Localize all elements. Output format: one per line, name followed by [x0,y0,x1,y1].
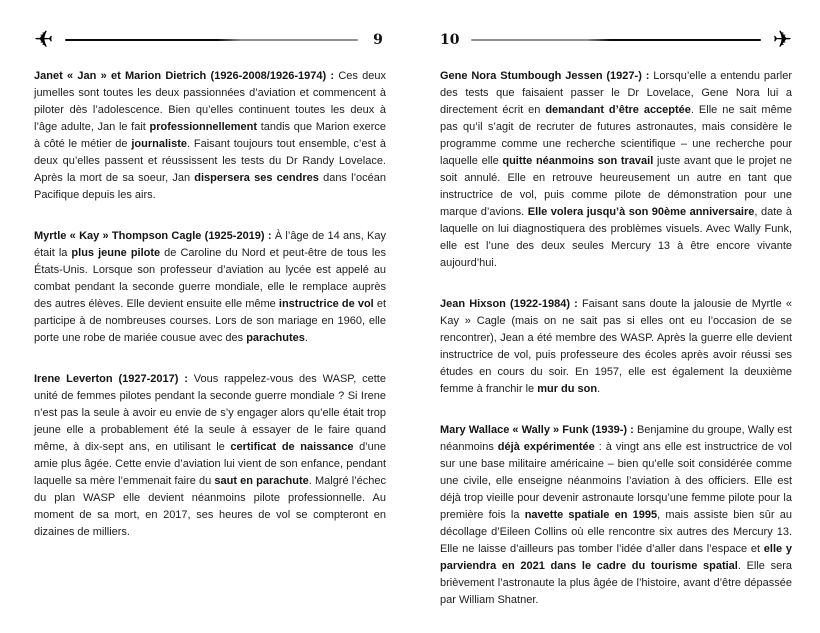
text-segment: Ces deux jumelles sont toutes les deux passionnées d’aviation et commencent à piloter dès l’adolescence. Bien qu’elles continuent toutes les deux à l’âge adulte, Jan le fait [34,70,386,133]
page-left-text [34,68,386,541]
text-segment: déjà expérimentée [497,441,595,453]
text-segment: Myrtle « Kay » Thompson Cagle (1925-2019) : [34,230,275,242]
text-segment: Lorsqu’elle a entendu parler des tests que faisaient passer le Dr Lovelace, Gene Nora lui a directement écrit en [440,70,793,116]
text-segment: navette spatiale en 1995 [524,509,658,521]
text-segment: , mais assiste bien sûr au décollage d’Eileen Collins où elle rencontre six autres des Mercury 13. Elle ne laisse d’ailleurs pas tomber l’idée d’aller dans l’espace et [440,509,792,555]
text-segment: . Elle sera brièvement l’astronaute la plus âgée de l’histoire, avant d’être dépassée par William Shatner. [440,560,792,606]
text-segment: elle y parviendra en 2021 dans le cadre du tourisme spatial [440,543,792,572]
text-segment: dans l’océan Pacifique depuis les airs. [34,172,386,201]
text-segment: quitte néanmoins son travail [502,155,654,167]
text-segment: Mary Wallace « Wally » Funk (1939-) : [440,424,637,436]
paragraph [440,422,792,609]
page-number-right: 10 [440,32,460,48]
page-number-left: 9 [373,32,383,48]
paragraph [440,296,792,398]
text-segment: juste avant que le projet ne soit annulé. Elle en retrouve heureusement un autre en tant que instructrice de vol, puis comme pilote de démonstration pour une marque d’avions. [440,155,793,218]
text-segment: d’une amie plus âgée. Cette envie d’aviation lui vient de son enfance, pendant laquelle sa mère l’emmenait faire du [34,441,386,487]
header-rule-right [471,39,760,41]
page-right-text [440,68,792,609]
page-right [440,26,792,633]
text-segment: . [304,332,308,344]
text-segment: , date à laquelle on lui diagnostiquera des problèmes visuels. Avec Wally Funk, elle est l’une des deux seules Mercury 13 à être encore vivante aujourd’hui. [440,206,792,269]
text-segment: Janet « Jan » et Marion Dietrich (1926-2008/1926-1974) : [34,70,339,82]
text-segment: . [597,383,601,395]
paragraph [440,68,792,272]
text-segment: . Elle ne sait même pas qu’il s’agit de recruter de futures astronautes, mais considère le programme comme une recherche scientifique – une recherche pour laquelle elle [440,104,792,167]
airplane-right-icon: ✈ [772,26,792,53]
text-segment: instructrice de vol [278,298,374,310]
text-segment: Gene Nora Stumbough Jessen (1927-) : [440,70,654,82]
text-segment: Faisant sans doute la jalousie de Myrtle « Kay » Cagle (mais on ne sait pas si elles ont eu l’occasion de se rencontrer), Jean a été membre des WASP. Après la guerre elle devient instructrice de vol, puis professeure des écoles après avoir réussi ses études en cours du soir. En 1957, elle est également la deuxième femme à franchir le [440,298,792,395]
paragraph [34,228,386,347]
paragraph [34,68,386,204]
page-left [34,26,386,633]
text-segment: journaliste [131,138,187,150]
text-segment: de Caroline du Nord et peut-être de tous les États-Unis. Lorsque son professeur d’aviation au lycée est appelé au combat pendant la seconde guerre mondiale, elle le remplace auprès des autres élèves. Elle devient ensuite elle même [34,247,386,310]
text-segment: et participe à de nombreuses courses. Lors de son mariage en 1960, elle porte une robe de mariée cousue avec des [34,298,387,344]
text-segment: tandis que Marion exerce à côté le métier de [34,121,386,150]
text-segment: : à vingt ans elle est instructrice de vol sur une base militaire américaine – bien qu’elle soit considérée comme une civile, elle enseigne néanmoins l’aviation à des officiers. Elle est déjà trop vieille pour devenir astronaute lorsqu’une femme pilote pour la première fois la [440,441,792,521]
header-rule-left [65,39,358,41]
text-segment: demandant d’être acceptée [545,104,691,116]
text-segment: mur du son [537,383,598,395]
text-segment: . Malgré l’échec du plan WASP elle devient néanmoins pilote professionnelle. Au moment de sa mort, en 2017, ses heures de vol se compteront en dizaines de milliers. [34,475,386,538]
paragraph [34,371,386,541]
text-segment: Irene Leverton (1927-2017) : [34,373,194,385]
text-segment: plus jeune pilote [71,247,161,259]
text-segment: saut en parachute [214,475,309,487]
text-segment: À l’âge de 14 ans, Kay était la [34,230,386,259]
text-segment: Benjamine du groupe, Wally est néanmoins [440,424,792,453]
text-segment: . Faisant toujours tout ensemble, c’est à deux qu’elles passent et réussissent les tests du Dr Randy Lovelace. Après la mort de sa soeur, Jan [34,138,386,184]
text-segment: Elle volera jusqu’à son 90ème anniversaire [527,206,755,218]
text-segment: Jean Hixson (1922-1984) : [440,298,582,310]
page-header-left [34,26,386,54]
page-header-right [440,26,792,54]
airplane-left-icon: ✈ [34,26,54,53]
text-segment: professionnellement [149,121,258,133]
text-segment: dispersera ses cendres [194,172,319,184]
text-segment: parachutes [246,332,305,344]
text-segment: certificat de naissance [230,441,354,453]
text-segment: Vous rappelez-vous des WASP, cette unité de femmes pilotes pendant la seconde guerre mondiale ? Si Irene n’est pas la seule à avoir eu envie de s’y engager alors qu’elle était trop jeune elle a probablement été la seule à essayer de le faire quand même, à dix-sept ans, en utilisant le [34,373,386,453]
